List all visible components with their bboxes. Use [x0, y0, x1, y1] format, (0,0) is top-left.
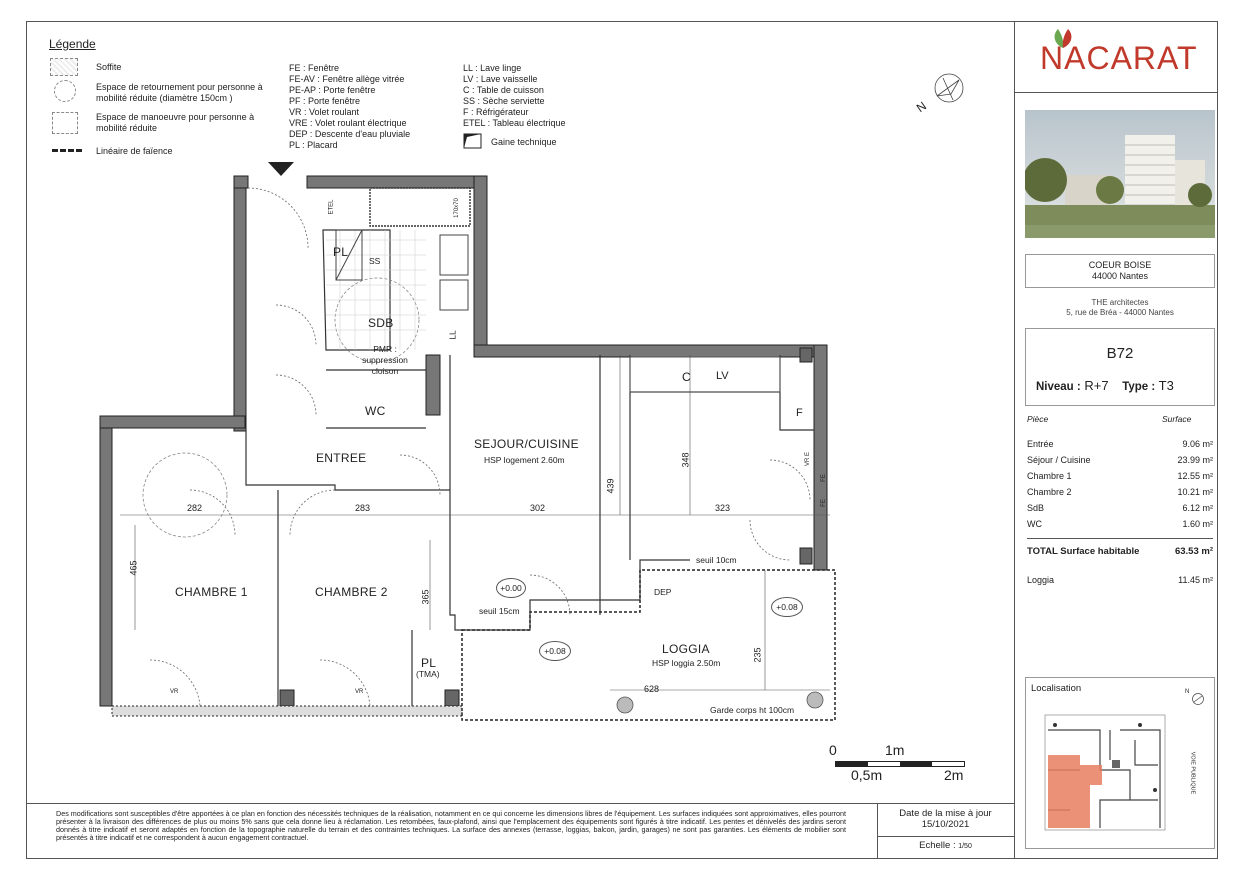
- scale-0: 0: [829, 742, 837, 758]
- room-wc: WC: [365, 404, 386, 418]
- label-ss: SS: [369, 256, 381, 266]
- level-000: +0.00: [496, 578, 526, 598]
- pmr-note: [360, 344, 410, 377]
- surface-row: [1027, 439, 1213, 449]
- legend-title: Légende: [49, 37, 96, 51]
- sejour-hsp: HSP logement 2.60m: [484, 455, 565, 465]
- label-vr-1: VR: [170, 689, 179, 695]
- level-008-a: +0.08: [539, 641, 571, 661]
- dim-235: 235: [752, 647, 763, 663]
- lot-number: B72: [1106, 345, 1134, 362]
- pmr-note-2: suppression: [362, 355, 408, 365]
- label-lv: LV: [716, 370, 729, 382]
- label-cooktop: C: [682, 370, 691, 384]
- faience-swatch: [52, 149, 82, 152]
- loggia-label: Loggia: [1027, 575, 1055, 585]
- surface-sejour: 23.99 m²: [1177, 455, 1213, 465]
- room-chambre-1: CHAMBRE 1: [175, 585, 248, 599]
- niveau-label: Niveau :: [1036, 381, 1081, 393]
- room-pl-bottom: PL: [421, 656, 437, 670]
- room-pl-top: PL: [333, 245, 349, 259]
- floor-plan: [90, 160, 850, 730]
- abbr-ss: SS : Sèche serviette: [463, 96, 545, 106]
- label-tub-size: 170x70: [453, 198, 460, 218]
- surface-sdb: 6.12 m²: [1182, 503, 1213, 513]
- surface-chambre-2: 10.21 m²: [1177, 487, 1213, 497]
- loggia-hsp: HSP loggia 2.50m: [652, 658, 721, 668]
- footer-disclaimer: Des modifications sont susceptibles d'être apportées à ce plan en fonction des nécessités techniques de la réalisation, notamment en ce qui concerne les dimensions libres de l'équipement. Les surfaces indiquées sont approximatives, elles pourront présenter à la livraison des différences de plus ou moins 5% sans que cela donne lieu à réclamation. Les retombées, faux-plafond, ainsi que l'emplacement des équipements sont figurés à titre indicatif. Les pentes et dénivelés des jardins seront donnés à titre indicatif et seront adaptés en fonction de la topographie naturelle du terrain et des contraintes techniques. La surface des annexes (terrasse, loggias, balcon, jardin, garages) ne sont pas garanties. Les éléments de mobilier sont présentés à titre indicatif et ne correspondent à aucun engagement contractuel.: [56, 809, 846, 842]
- project-name: COEUR BOISE: [1088, 260, 1152, 270]
- abbr-lv: LV : Lave vaisselle: [463, 74, 538, 84]
- entry-arrow-icon: [268, 162, 294, 178]
- piece-wc: WC: [1027, 519, 1042, 529]
- building-photo: [1025, 110, 1215, 238]
- surface-entree: 9.06 m²: [1182, 439, 1213, 449]
- project-city: 44000 Nantes: [1091, 271, 1149, 281]
- piece-sejour: Séjour / Cuisine: [1027, 455, 1091, 465]
- label-vr-2: VR: [355, 689, 364, 695]
- abbr-pl: PL : Placard: [289, 140, 338, 150]
- footer-date: [877, 808, 1014, 830]
- level-008-b: +0.08: [771, 597, 803, 617]
- manoeuvre-swatch: [52, 112, 78, 134]
- surface-row: [1027, 471, 1213, 481]
- pmr-note-3: cloison: [371, 366, 399, 376]
- type-value: T3: [1158, 378, 1174, 393]
- col-surface: Surface: [1162, 414, 1192, 424]
- abbr-vre: VRE : Volet roulant électrique: [289, 118, 407, 128]
- abbr-dep: DEP : Descente d'eau pluviale: [289, 129, 411, 139]
- label-vre: VR E: [805, 451, 812, 467]
- dim-348: 348: [680, 452, 691, 468]
- loggia-row: [1027, 575, 1213, 585]
- abbr-f: F : Réfrigérateur: [463, 107, 529, 117]
- piece-chambre-1: Chambre 1: [1027, 471, 1072, 481]
- lot-niveau-type: [1036, 378, 1174, 393]
- label-dep: DEP: [654, 587, 672, 597]
- dim-628: 628: [644, 684, 660, 694]
- label-fe-2: FE: [820, 499, 827, 507]
- loc-compass-icon: [1191, 692, 1205, 706]
- dim-439: 439: [605, 478, 616, 494]
- legend-faience: Linéaire de faïence: [96, 146, 173, 156]
- architect-address: 5, rue de Bréa - 44000 Nantes: [1066, 308, 1174, 317]
- localisation-title: Localisation: [1031, 683, 1082, 694]
- surface-row: [1027, 487, 1213, 497]
- footer-echelle: [877, 840, 1014, 851]
- pmr-note-1: PMR :: [373, 344, 397, 354]
- surface-row: [1027, 455, 1213, 465]
- surface-row: [1027, 503, 1213, 513]
- col-piece: Pièce: [1027, 414, 1049, 424]
- compass-letter: N: [913, 98, 929, 116]
- pmr-circle-swatch: [54, 80, 76, 102]
- abbr-ll: LL : Lave linge: [463, 63, 522, 73]
- sidebar-logo-divider: [1014, 92, 1218, 93]
- date-label: Date de la mise à jour: [899, 808, 992, 819]
- scale-1m: 1m: [885, 742, 905, 758]
- dim-302: 302: [530, 503, 546, 513]
- scale-05m: 0,5m: [851, 767, 883, 783]
- loc-north-letter: N: [1185, 689, 1190, 695]
- label-fe-1: FE: [820, 474, 827, 482]
- total-divider: [1027, 538, 1213, 539]
- label-etel: ETEL: [328, 199, 335, 215]
- label-seuil-15: seuil 15cm: [479, 606, 520, 616]
- dim-282: 282: [187, 503, 203, 513]
- localisation-map: [1040, 710, 1170, 835]
- label-tma: (TMA): [416, 669, 440, 679]
- room-sejour: SEJOUR/CUISINE: [474, 437, 579, 451]
- label-fridge: F: [796, 407, 803, 419]
- label-seuil-10: seuil 10cm: [696, 555, 737, 565]
- legend-manoeuvre: Espace de manoeuvre pour personne à mobilité réduite: [96, 112, 255, 133]
- piece-chambre-2: Chambre 2: [1027, 487, 1072, 497]
- label-ll: LL: [447, 330, 458, 340]
- abbr-fe-av: FE-AV : Fenêtre allège vitrée: [289, 74, 405, 84]
- surface-row: [1027, 519, 1213, 529]
- piece-entree: Entrée: [1027, 439, 1054, 449]
- dim-465: 465: [128, 560, 139, 576]
- surface-wc: 1.60 m²: [1182, 519, 1213, 529]
- echelle-value: 1/50: [958, 843, 972, 850]
- room-chambre-2: CHAMBRE 2: [315, 585, 388, 599]
- soffite-swatch: [50, 58, 78, 76]
- total-value: 63.53 m²: [1174, 546, 1213, 557]
- voie-publique-label: VOIE PUBLIQUE: [1189, 751, 1196, 795]
- surface-chambre-1: 12.55 m²: [1177, 471, 1213, 481]
- architect-info: [1025, 298, 1215, 318]
- footer-divider: [26, 803, 1014, 804]
- niveau-value: R+7: [1084, 378, 1109, 393]
- dim-365: 365: [420, 589, 431, 605]
- abbr-pf: PF : Porte fenêtre: [289, 96, 361, 106]
- abbr-list-1: [289, 63, 459, 151]
- room-sdb: SDB: [368, 316, 394, 330]
- abbr-etel: ETEL : Tableau électrique: [463, 118, 566, 128]
- loggia-value: 11.45 m²: [1178, 575, 1213, 585]
- legend-gaine: Gaine technique: [491, 137, 557, 147]
- abbr-c: C : Table de cuisson: [463, 85, 544, 95]
- abbr-vr: VR : Volet roulant: [289, 107, 360, 117]
- room-entree: ENTREE: [316, 451, 367, 465]
- date-value: 15/10/2021: [921, 819, 970, 830]
- total-label: TOTAL Surface habitable: [1027, 546, 1140, 557]
- dim-323: 323: [715, 503, 731, 513]
- lot-box: [1025, 328, 1215, 406]
- brand-logo: NACARAT: [1040, 40, 1198, 76]
- gaine-icon: [463, 133, 483, 149]
- abbr-fe: FE : Fenêtre: [289, 63, 340, 73]
- piece-sdb: SdB: [1027, 503, 1045, 513]
- dim-283: 283: [355, 503, 371, 513]
- legend-pmr-turn: Espace de retournement pour personne à mobilité réduite (diamètre 150cm ): [96, 82, 263, 103]
- footer-date-divider: [877, 836, 1014, 837]
- label-garde-corps: Garde corps ht 100cm: [710, 705, 795, 715]
- project-info: [1025, 260, 1215, 282]
- room-loggia: LOGGIA: [662, 642, 710, 656]
- architect-name: THE architectes: [1091, 298, 1149, 307]
- legend-soffite: Soffite: [96, 62, 122, 72]
- scale-2m: 2m: [944, 767, 964, 783]
- abbr-pe-ap: PE-AP : Porte fenêtre: [289, 85, 376, 95]
- echelle-label: Echelle :: [919, 840, 956, 851]
- abbr-list-2: [463, 63, 623, 129]
- type-label: Type :: [1122, 381, 1156, 393]
- total-row: [1027, 546, 1213, 557]
